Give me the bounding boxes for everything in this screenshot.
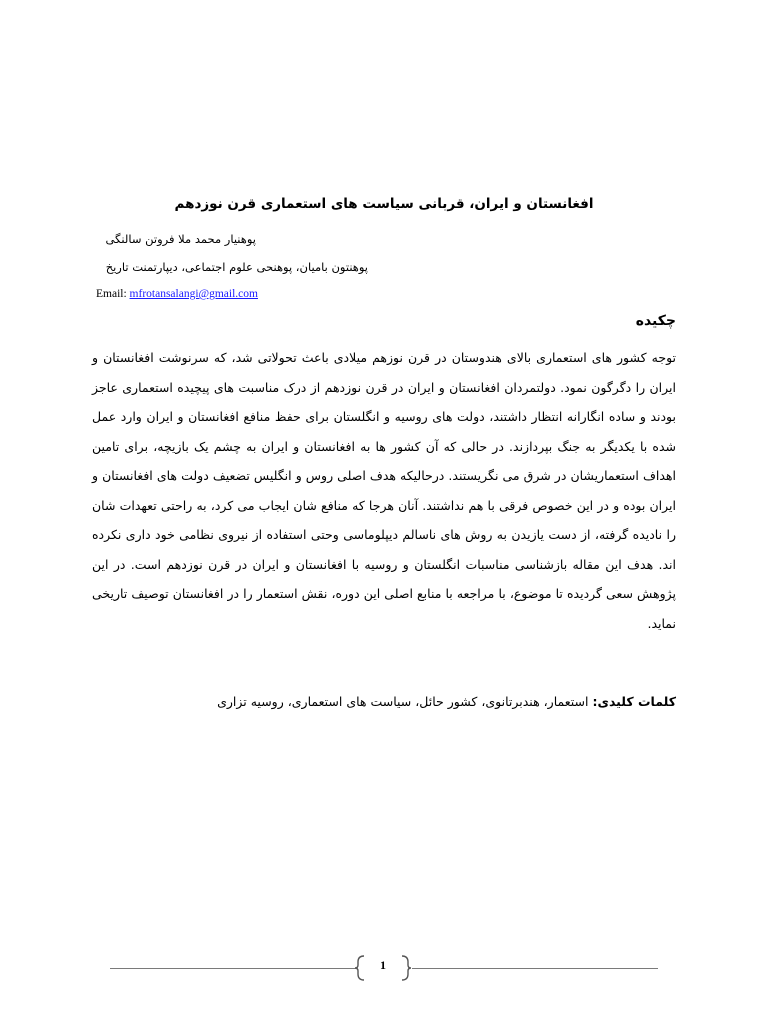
footer-rule-left [110, 968, 356, 969]
abstract-heading: چکیده [635, 313, 676, 329]
affiliation-line: پوهنتون بامیان، پوهنحی علوم اجتماعی، دیپارتمنت تاریخ [105, 260, 368, 274]
keywords-text: استعمار، هندبرتانوی، کشور حائل، سیاست های استعماری، روسیه تزاری [217, 694, 589, 709]
keywords-line [92, 694, 676, 709]
paper-title: افغانستان و ایران، قربانی سیاست های استعماری قرن نوزدهم [174, 196, 594, 212]
email-line [96, 288, 258, 300]
keywords-label: کلمات کلیدی: [592, 694, 676, 709]
page-number: 1 [380, 958, 386, 972]
email-link[interactable]: mfrotansalangi@gmail.com [129, 288, 258, 300]
author-line: پوهنیار محمد ملا فروتن سالنگی [105, 232, 256, 246]
footer-rule-right [412, 968, 658, 969]
email-label: Email: [96, 288, 127, 300]
page-footer [110, 954, 658, 978]
abstract-body: توجه کشور های استعماری بالای هندوستان در قرن نوزهم میلادی باعث تحولاتی شد، که سرنوشت افغانستان و ایران را دگرگون نمود. دولتمردان افغانستان و ایران در قرن نوزدهم از درک مناسبت های پیچیده استعماری عاجز بودند و ساده انگارانه انتظار داشتند، دولت های روسیه و انگلستان برای حفظ منافع افغانستان و ایران وارد عمل شده با یکدیگر به جنگ بپردازند. در حالی که آن کشور ها به افغانستان و ایران به چشم یک بازیچه، برای تامین اهداف استعماریشان در شرق می نگریستند. درحالیکه هدف اصلی روس و انگلیس تضعیف دولت های افغانستان و ایران بوده و در این خصوص فرقی با هم نداشتند. آنان هرجا که منافع شان ایجاب می کرد، به راحتی تعهدات شان را نادیده گرفته، از دست یازیدن به روش های ناسالم دیپلوماسی وحتی استفاده از نیروی نظامی خود داری نکرده اند. هدف این مقاله بازشناسی مناسبات انگلستان و روسیه با افغانستان و ایران در قرن نوزدهم است. در این پژوهش سعی گردیده تا موضوع، با مراجعه با منابع اصلی این دوره، نقش استعمار را در افغانستان توصیف تاریخی نماید. [92, 350, 676, 631]
